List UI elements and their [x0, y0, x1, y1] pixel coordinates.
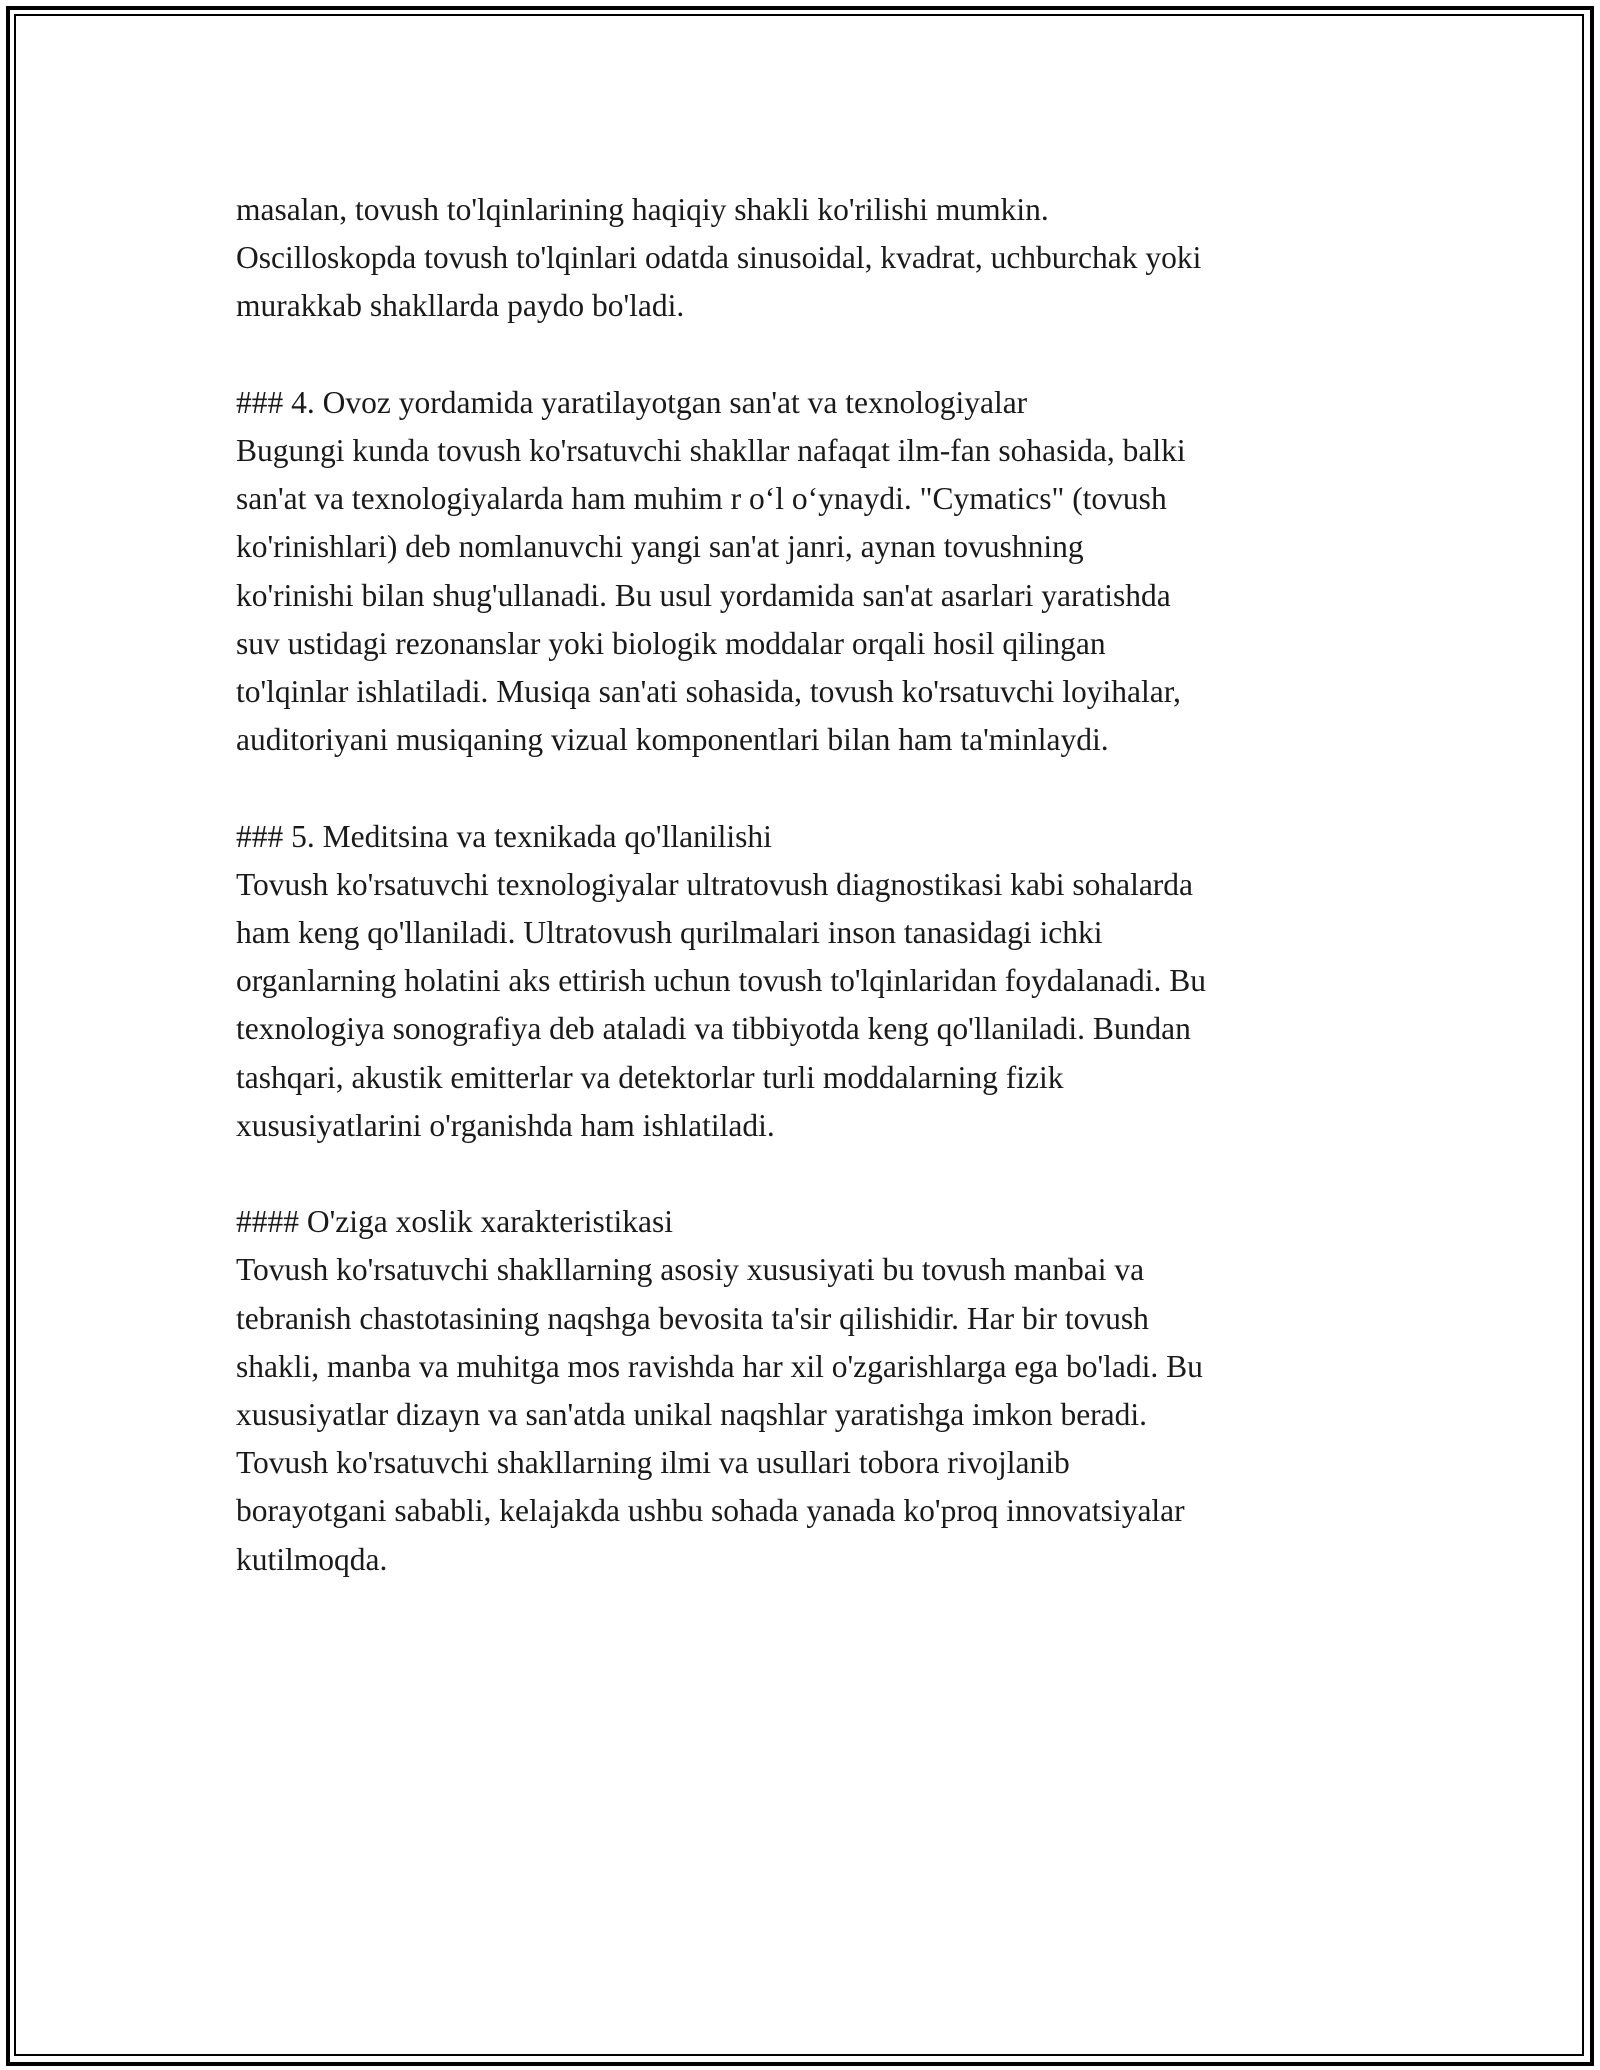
text-line: Tovush ko'rsatuvchi shakllarning ilmi va usullari tobora rivojlanib [236, 1445, 1070, 1481]
text-line: xususiyatlarini o'rganishda ham ishlatiladi. [236, 1107, 775, 1143]
section-heading: ### 5. Meditsina va texnikada qo'llanilishi [236, 818, 772, 854]
text-line: Tovush ko'rsatuvchi texnologiyalar ultratovush diagnostikasi kabi sohalarda [236, 866, 1194, 902]
paragraph-gap [236, 1150, 1376, 1198]
text-line: ko'rinishlari) deb nomlanuvchi yangi san'at janri, aynan tovushning [236, 529, 1084, 565]
text-line: shakli, manba va muhitga mos ravishda har xil o'zgarishlarga ega bo'ladi. Bu [236, 1348, 1203, 1384]
text-line: ko'rinishi bilan shug'ullanadi. Bu usul yordamida san'at asarlari yaratishda [236, 577, 1171, 613]
text-line: xususiyatlar dizayn va san'atda unikal naqshlar yaratishga imkon beradi. [236, 1397, 1148, 1433]
text-line: to'lqinlar ishlatiladi. Musiqa san'ati sohasida, tovush ko'rsatuvchi loyihalar, [236, 674, 1181, 710]
paragraph-gap [236, 764, 1376, 812]
text-line: auditoriyani musiqaning vizual komponentlari bilan ham ta'minlaydi. [236, 722, 1109, 758]
text-line: san'at va texnologiyalarda ham muhim r o‘l o‘ynaydi. "Cymatics" (tovush [236, 481, 1167, 517]
text-line: tebranish chastotasining naqshga bevosita ta'sir qilishidir. Har bir tovush [236, 1300, 1149, 1336]
text-line: masalan, tovush to'lqinlarining haqiqiy shakli ko'rilishi mumkin. [236, 192, 1049, 227]
text-line: Bugungi kunda tovush ko'rsatuvchi shakllar nafaqat ilm-fan sohasida, balki [236, 433, 1186, 468]
text-line: kutilmoqda. [236, 1541, 388, 1577]
text-line: tashqari, akustik emitterlar va detektorlar turli moddalarning fizik [236, 1059, 1064, 1095]
text-line: murakkab shakllarda paydo bo'ladi. [236, 288, 685, 324]
text-line: ham keng qo'llaniladi. Ultratovush qurilmalari inson tanasidagi ichki [236, 915, 1103, 951]
subsection-heading: #### O'ziga xoslik xarakteristikasi [236, 1204, 673, 1240]
document-body [236, 186, 1376, 1584]
text-line: Tovush ko'rsatuvchi shakllarning asosiy xususiyati bu tovush manbai va [236, 1252, 1145, 1288]
section-heading: ### 4. Ovoz yordamida yaratilayotgan san'at va texnologiyalar [236, 384, 1028, 420]
text-line: borayotgani sababli, kelajakda ushbu sohada yanada ko'proq innovatsiyalar [236, 1493, 1185, 1529]
paragraph-gap [236, 331, 1376, 379]
text-line: organlarning holatini aks ettirish uchun tovush to'lqinlaridan foydalanadi. Bu [236, 963, 1207, 999]
text-line: Oscilloskopda tovush to'lqinlari odatda sinusoidal, kvadrat, uchburchak yoki [236, 240, 1202, 276]
text-line: texnologiya sonografiya deb ataladi va tibbiyotda keng qo'llaniladi. Bundan [236, 1011, 1191, 1047]
text-line: suv ustidagi rezonanslar yoki biologik moddalar orqali hosil qilingan [236, 625, 1106, 661]
